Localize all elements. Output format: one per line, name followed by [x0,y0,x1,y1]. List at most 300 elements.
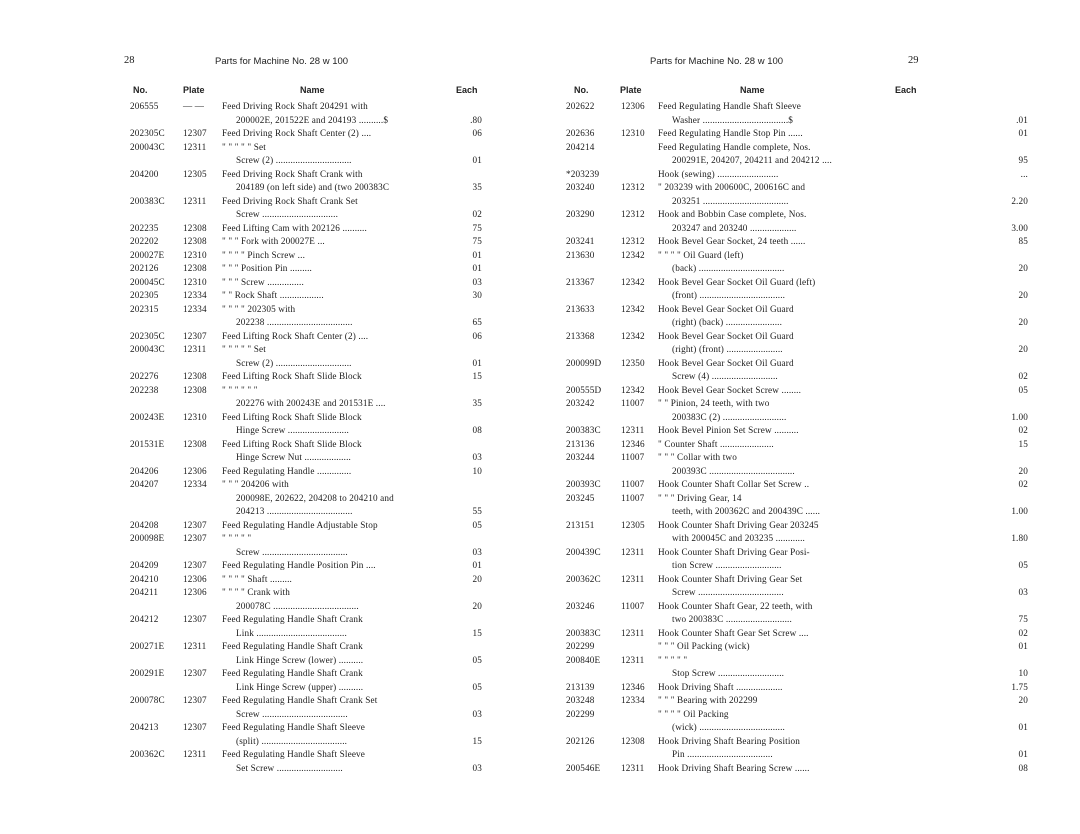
table-row [0,208,540,222]
part-number: 202305C [130,330,165,341]
parts-list-right [540,100,1080,775]
part-name: Hook Counter Shaft Gear Set Screw .... [658,627,809,638]
part-number: 203242 [566,398,595,408]
plate-number: 12308 [183,222,207,233]
part-number: 213630 [566,249,595,260]
part-name: Screw (2) ............................... [236,357,352,368]
column-header-each: Each [456,85,478,95]
part-number: 200027E [130,249,165,260]
table-row [0,532,540,546]
table-row [540,532,1080,546]
table-row [0,519,540,533]
part-price: ... [1020,168,1028,179]
table-row [540,505,1080,519]
part-price: 03 [472,762,482,773]
part-price: 01 [472,263,482,273]
part-price: 30 [472,290,482,300]
part-number: 200383C [130,195,165,206]
part-name: Hook Bevel Gear Socket Oil Guard [658,303,794,314]
part-name: Feed Regulating Handle Shaft Sleeve [222,722,366,732]
part-name: Feed Regulating Handle Position Pin .... [222,560,376,570]
part-name: 200078C ................................... [236,600,359,611]
part-number: 202636 [566,128,595,138]
table-row [0,424,540,438]
part-name: (wick) ................................... [672,722,785,732]
part-price: 02 [1018,371,1028,381]
table-row [540,357,1080,371]
part-name: Feed Regulating Handle Stop Pin ...... [658,128,803,138]
part-number: 203246 [566,600,595,611]
part-number: 204207 [130,479,159,489]
plate-number: 12306 [183,587,207,597]
table-row [0,465,540,479]
plate-number: 12307 [183,695,207,705]
part-name: with 200045C and 203235 ............ [672,533,806,543]
part-name: Feed Driving Rock Shaft Center (2) .... [222,128,372,138]
part-name: Hook Bevel Gear Socket Oil Guard (left) [658,276,816,287]
plate-number: 12311 [183,641,207,651]
plate-number: 12342 [621,303,645,314]
plate-number: 12308 [183,438,207,449]
table-row [540,640,1080,654]
part-name: Screw ................................... [672,587,784,597]
part-name: " " " 204206 with [222,479,289,489]
table-row [0,397,540,411]
part-name: " " " Bearing with 202299 [658,695,758,705]
part-name: " " " " " [658,654,688,665]
plate-number: 12305 [621,519,645,530]
page-number: 29 [908,55,919,66]
part-price: 02 [1018,627,1028,638]
table-row [540,735,1080,749]
plate-number: 12334 [183,479,207,489]
part-number: 204208 [130,519,159,530]
plate-number: 12334 [183,290,207,300]
column-header-no: No. [133,85,148,95]
part-price: 08 [472,425,482,435]
plate-number: 12307 [183,330,207,341]
part-number: 202126 [130,263,159,273]
part-price: 20 [1018,695,1028,705]
part-number: 200383C [566,425,601,435]
table-row [0,127,540,141]
table-row [0,600,540,614]
part-price: 20 [1018,263,1028,273]
table-row [0,100,540,114]
table-row [0,546,540,560]
part-name: Hook Bevel Pinion Set Screw .......... [658,425,799,435]
part-name: tion Screw ........................... [672,560,782,570]
part-number: 202235 [130,222,159,233]
plate-number: 12308 [183,236,207,246]
table-row [540,330,1080,344]
part-price: 01 [1018,749,1028,759]
table-row [540,694,1080,708]
part-name: " " " " Oil Guard (left) [658,249,744,260]
plate-number: 12306 [621,101,645,111]
table-row [0,559,540,573]
part-name: " " " " " " [222,384,258,395]
plate-number: 11007 [621,452,645,462]
part-name: Feed Driving Rock Shaft 204291 with [222,101,368,111]
part-price: 06 [472,330,482,341]
part-number: 204213 [130,722,159,732]
part-number: 200439C [566,546,601,557]
part-number: 206555 [130,101,159,111]
plate-number: 12310 [183,276,207,287]
table-row [0,478,540,492]
table-row [0,586,540,600]
part-name: Hinge Screw ......................... [236,425,349,435]
part-number: 203244 [566,452,595,462]
part-price: 01 [472,357,482,368]
part-price: 05 [1018,384,1028,395]
part-price: 01 [1018,641,1028,651]
table-row [0,141,540,155]
part-number: 200243E [130,411,165,422]
part-name: " " " Collar with two [658,452,737,462]
part-number: 203245 [566,492,595,503]
part-name: Feed Regulating Handle Shaft Crank Set [222,695,378,705]
table-row [540,181,1080,195]
part-price: 10 [1018,668,1028,678]
part-number: 213368 [566,330,595,341]
part-number: 204212 [130,614,159,624]
part-name: " " Rock Shaft .................. [222,290,324,300]
part-price: 02 [1018,479,1028,489]
part-price: 03 [472,452,482,462]
part-number: 202315 [130,303,159,314]
plate-number: 12350 [621,357,645,368]
part-name: " " " " Shaft ......... [222,573,293,584]
part-price: 75 [472,236,482,246]
part-price: 06 [472,128,482,138]
part-name: Hook Counter Shaft Gear, 22 teeth, with [658,600,813,611]
table-row [0,451,540,465]
column-header-no: No. [574,85,589,95]
part-price: 85 [1018,236,1028,246]
plate-number: 12312 [621,236,645,246]
part-name: Hook Counter Shaft Driving Gear 203245 [658,519,819,530]
table-row [540,316,1080,330]
part-number: 203241 [566,236,595,246]
plate-number: 12312 [621,209,645,219]
table-row [0,411,540,425]
part-number: 200383C [566,627,601,638]
table-row [540,748,1080,762]
part-name: (split) ................................... [236,735,348,746]
part-number: 200555D [566,384,602,395]
part-name: Screw ............................... [236,209,339,219]
part-name: " " " Oil Packing (wick) [658,641,750,651]
part-number: 204206 [130,465,159,476]
table-row [0,492,540,506]
plate-number: 12311 [621,546,645,557]
part-number: 202305 [130,290,159,300]
table-row [0,762,540,776]
table-row [540,262,1080,276]
part-name: Washer ...................................$ [672,114,794,125]
part-name: 200291E, 204207, 204211 and 204212 .... [672,155,832,165]
table-row [540,141,1080,155]
part-name: " " " " " Set [222,141,266,152]
part-price: 01 [1018,722,1028,732]
table-row [0,654,540,668]
table-row [540,667,1080,681]
table-row [540,384,1080,398]
part-name: (front) ................................... [672,290,786,300]
part-name: Feed Regulating Handle Shaft Crank [222,641,363,651]
table-row [540,600,1080,614]
table-row [540,478,1080,492]
table-row [0,195,540,209]
part-name: Feed Lifting Cam with 202126 .......... [222,222,367,233]
part-name: 203247 and 203240 ................... [672,222,797,233]
part-number: 204214 [566,141,595,152]
part-name: Stop Screw ........................... [672,668,785,678]
column-header-plate: Plate [183,85,205,95]
table-row [540,424,1080,438]
table-row [540,654,1080,668]
part-number: 200362C [566,573,601,584]
table-row [540,492,1080,506]
table-row [540,195,1080,209]
part-name: Hook Counter Shaft Driving Gear Set [658,573,803,584]
part-number: 200078C [130,695,165,705]
part-name: 202238 ................................... [236,317,353,327]
plate-number: 12346 [621,681,645,692]
table-row [540,370,1080,384]
table-row [540,465,1080,479]
table-row [540,559,1080,573]
table-row [540,168,1080,182]
part-price: 02 [472,209,482,219]
plate-number: 12311 [183,344,207,354]
part-name: " " " " " [222,533,252,543]
part-number: 200546E [566,762,601,773]
part-name: Feed Regulating Handle .............. [222,465,352,476]
table-row [540,573,1080,587]
plate-number: 12311 [621,654,645,665]
part-name: Feed Lifting Rock Shaft Center (2) .... [222,330,369,341]
table-row [540,451,1080,465]
part-name: (right) (front) ....................... [672,344,783,354]
part-price: 35 [472,398,482,408]
plate-number: 12310 [621,128,645,138]
part-price: 65 [472,317,482,327]
parts-list-left [0,100,540,775]
part-name: Screw (4) ........................... [672,371,778,381]
part-name: Feed Lifting Rock Shaft Slide Block [222,411,362,422]
part-number: 204210 [130,573,159,584]
plate-number: 12310 [183,411,207,422]
part-price: 03 [1018,587,1028,597]
part-price: 20 [1018,344,1028,354]
part-name: 200098E, 202622, 204208 to 204210 and [236,492,394,503]
part-price: 20 [472,573,482,584]
part-price: 3.00 [1011,222,1028,233]
part-name: Hinge Screw Nut ................... [236,452,351,462]
part-name: Hook and Bobbin Case complete, Nos. [658,209,807,219]
part-name: Hook Bevel Gear Socket, 24 teeth ...... [658,236,806,246]
part-price: 55 [472,506,482,516]
table-row [0,694,540,708]
plate-number: 12310 [183,249,207,260]
plate-number: 12306 [183,465,207,476]
part-number: 200098E [130,533,165,543]
part-price: 20 [1018,465,1028,476]
part-name: Feed Regulating Handle Shaft Sleeve [658,101,802,111]
part-name: Hook (sewing) ......................... [658,168,779,179]
part-price: 03 [472,276,482,287]
part-number: 202622 [566,101,595,111]
part-name: 203251 ................................... [672,195,789,206]
plate-number: 12346 [621,438,645,449]
plate-number: 12308 [621,735,645,746]
plate-number: 11007 [621,492,645,503]
part-price: 15 [1018,438,1028,449]
column-header-each: Each [895,85,917,95]
part-name: Link Hinge Screw (upper) .......... [236,681,364,692]
part-name: 200002E, 201522E and 204193 ..........$ [236,114,389,125]
table-row [540,114,1080,128]
part-price: 15 [472,371,482,381]
table-row [0,181,540,195]
table-row [540,100,1080,114]
table-row [0,154,540,168]
table-row [0,303,540,317]
part-name: (right) (back) ....................... [672,317,783,327]
part-name: Feed Regulating Handle Shaft Crank [222,614,363,624]
plate-number: 12334 [621,695,645,705]
part-price: 01 [1018,128,1028,138]
plate-number: 12311 [621,573,645,584]
part-name: Feed Regulating Handle Adjustable Stop [222,519,378,530]
part-price: 05 [472,654,482,665]
part-name: Link ..................................... [236,627,347,638]
plate-number: 12342 [621,330,645,341]
part-price: 1.75 [1011,681,1028,692]
part-price: 01 [472,155,482,165]
table-row [0,735,540,749]
table-row [540,289,1080,303]
table-row [0,316,540,330]
table-row [0,438,540,452]
part-price: 05 [1018,560,1028,570]
part-name: Hook Bevel Gear Socket Screw ........ [658,384,802,395]
table-row [0,168,540,182]
plate-number: 12311 [183,141,207,152]
part-price: 01 [472,249,482,260]
part-name: " " " Screw ............... [222,276,304,287]
part-name: 200383C (2) .......................... [672,411,787,422]
part-number: 202276 [130,371,159,381]
plate-number: 12307 [183,128,207,138]
table-row [540,586,1080,600]
part-name: Feed Regulating Handle Shaft Crank [222,668,363,678]
table-row [540,249,1080,263]
table-row [540,222,1080,236]
table-row [0,330,540,344]
table-row [0,276,540,290]
plate-number: 12307 [183,614,207,624]
plate-number: 12311 [621,425,645,435]
part-price: 02 [1018,425,1028,435]
part-name: 200393C ................................... [672,465,795,476]
plate-number: 12342 [621,384,645,395]
table-row [540,411,1080,425]
plate-number: 12307 [183,560,207,570]
part-name: Hook Bevel Gear Socket Oil Guard [658,330,794,341]
part-name: " " " Position Pin ......... [222,263,312,273]
part-number: 200099D [566,357,602,368]
part-price: 05 [472,681,482,692]
part-name: Feed Regulating Handle complete, Nos. [658,141,811,152]
table-row [540,708,1080,722]
table-row [540,721,1080,735]
plate-number: 12311 [621,627,645,638]
plate-number: 12311 [183,195,207,206]
part-price: 35 [472,182,482,192]
part-name: Hook Driving Shaft ................... [658,681,783,692]
table-row [0,748,540,762]
part-name: Feed Lifting Rock Shaft Slide Block [222,438,362,449]
part-name: " " " " 202305 with [222,303,296,314]
page-header: Parts for Machine No. 28 w 100 [650,56,784,67]
part-price: 03 [472,708,482,719]
plate-number: 12334 [183,303,207,314]
part-number: 200393C [566,479,601,489]
part-name: Screw ................................... [236,546,348,557]
part-number: 203290 [566,209,595,219]
part-price: 95 [1018,155,1028,165]
part-number: 200271E [130,641,165,651]
part-name: " Counter Shaft ...................... [658,438,774,449]
part-number: *203239 [566,168,600,179]
part-number: 202238 [130,384,159,395]
plate-number: — — [183,101,205,111]
part-number: 200043C [130,344,165,354]
part-name: Hook Counter Shaft Collar Set Screw .. [658,479,810,489]
part-price: 15 [472,627,482,638]
plate-number: 12307 [183,519,207,530]
plate-number: 12307 [183,722,207,732]
page-number: 28 [124,55,135,66]
right-page [540,0,1080,834]
part-name: Link Hinge Screw (lower) .......... [236,654,364,665]
part-name: Hook Bevel Gear Socket Oil Guard [658,357,794,368]
part-name: Feed Lifting Rock Shaft Slide Block [222,371,362,381]
table-row [540,154,1080,168]
table-row [540,627,1080,641]
part-name: " " " " Oil Packing [658,708,729,719]
column-header-plate: Plate [620,85,642,95]
plate-number: 12307 [183,668,207,678]
part-number: 213633 [566,303,595,314]
table-row [0,613,540,627]
part-number: 200291E [130,668,165,678]
table-row [540,762,1080,776]
table-row [540,208,1080,222]
part-name: " " " " Crank with [222,587,290,597]
table-row [0,222,540,236]
part-price: 75 [472,222,482,233]
part-number: 202299 [566,641,595,651]
page-header: Parts for Machine No. 28 w 100 [215,56,349,67]
part-name: Screw (2) ............................... [236,155,352,165]
table-row [0,343,540,357]
part-price: 20 [472,600,482,611]
